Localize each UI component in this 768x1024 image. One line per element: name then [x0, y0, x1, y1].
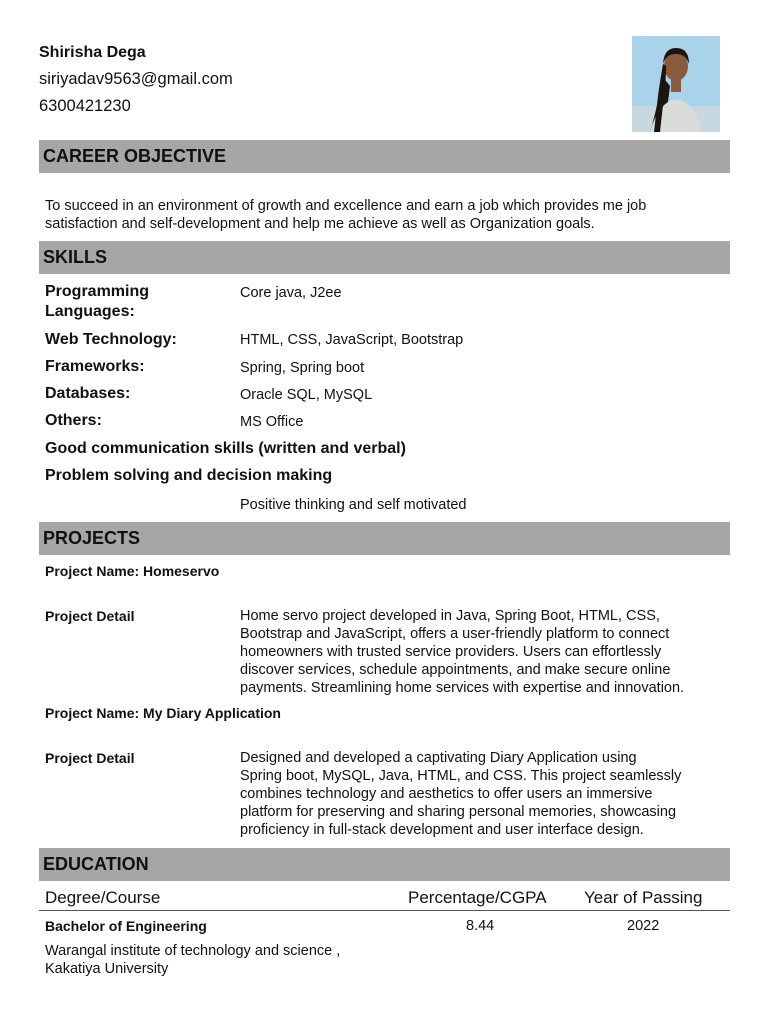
project-detail-2-line: Spring boot, MySQL, Java, HTML, and CSS. This project seamlessly: [240, 768, 682, 784]
project-detail-1-line: payments. Streamlining home services with expertise and innovation.: [240, 680, 685, 696]
skill-label-others: Others:: [45, 412, 102, 429]
education-header: EDUCATION: [39, 848, 730, 881]
skill-positive-thinking: Positive thinking and self motivated: [240, 497, 467, 513]
project-detail-2-line: Designed and developed a captivating Diary Application using: [240, 750, 637, 766]
profile-photo: [632, 36, 720, 132]
skill-label-programming-2: Languages:: [45, 303, 135, 320]
education-col-year: Year of Passing: [584, 888, 703, 907]
education-col-degree: Degree/Course: [45, 888, 161, 907]
skill-label-web: Web Technology:: [45, 331, 177, 348]
project-detail-label-2: Project Detail: [45, 750, 135, 766]
projects-header: PROJECTS: [39, 522, 730, 555]
skills-header: SKILLS: [39, 241, 730, 274]
project-detail-1-line: Home servo project developed in Java, Spring Boot, HTML, CSS,: [240, 608, 660, 624]
project-detail-2-line: proficiency in full-stack development and user interface design.: [240, 822, 644, 838]
education-institute-line-1: Warangal institute of technology and science ,: [45, 943, 341, 959]
project-detail-2-line: combines technology and aesthetics to offer users an immersive: [240, 786, 653, 802]
skill-value-others: MS Office: [240, 414, 304, 430]
project-detail-1-line: discover services, schedule appointments, and make secure online: [240, 662, 671, 678]
education-institute-line-2: Kakatiya University: [45, 961, 169, 977]
project-detail-label-1: Project Detail: [45, 608, 135, 624]
skill-value-frameworks: Spring, Spring boot: [240, 360, 365, 376]
education-col-percentage: Percentage/CGPA: [408, 888, 547, 907]
project-name-2: Project Name: My Diary Application: [45, 705, 281, 721]
skill-value-databases: Oracle SQL, MySQL: [240, 387, 373, 403]
project-detail-2: [240, 749, 735, 839]
skill-value-programming: Core java, J2ee: [240, 285, 342, 301]
phone-text: 6300421230: [39, 97, 131, 115]
person-photo-icon: [632, 36, 720, 132]
skill-problem-solving: Problem solving and decision making: [45, 467, 333, 484]
project-detail-2-line: platform for preserving and sharing personal memories, showcasing: [240, 804, 677, 820]
project-name-1: Project Name: Homeservo: [45, 563, 220, 579]
education-year: 2022: [627, 918, 660, 934]
education-percentage: 8.44: [466, 918, 495, 934]
project-detail-1: [240, 607, 735, 697]
skill-label-programming: Programming: [45, 283, 150, 300]
skill-communication: Good communication skills (written and verbal): [45, 440, 406, 457]
skill-value-web: HTML, CSS, JavaScript, Bootstrap: [240, 332, 464, 348]
project-detail-1-line: Bootstrap and JavaScript, offers a user-friendly platform to connect: [240, 626, 670, 642]
candidate-name: Shirisha Dega: [39, 44, 146, 61]
career-objective-line-1: To succeed in an environment of growth and excellence and earn a job which provides me job: [45, 198, 647, 214]
education-degree: Bachelor of Engineering: [45, 918, 207, 934]
skill-label-frameworks: Frameworks:: [45, 358, 145, 375]
career-objective-line-2: satisfaction and self-development and help me achieve as well as Organization goals.: [45, 216, 595, 232]
project-detail-1-line: homeowners with trusted service providers. Users can effortlessly: [240, 644, 662, 660]
email-text: siriyadav9563@gmail.com: [39, 70, 233, 88]
career-objective-header: CAREER OBJECTIVE: [39, 140, 730, 173]
skill-label-databases: Databases:: [45, 385, 131, 402]
education-table-rule: [39, 910, 730, 911]
